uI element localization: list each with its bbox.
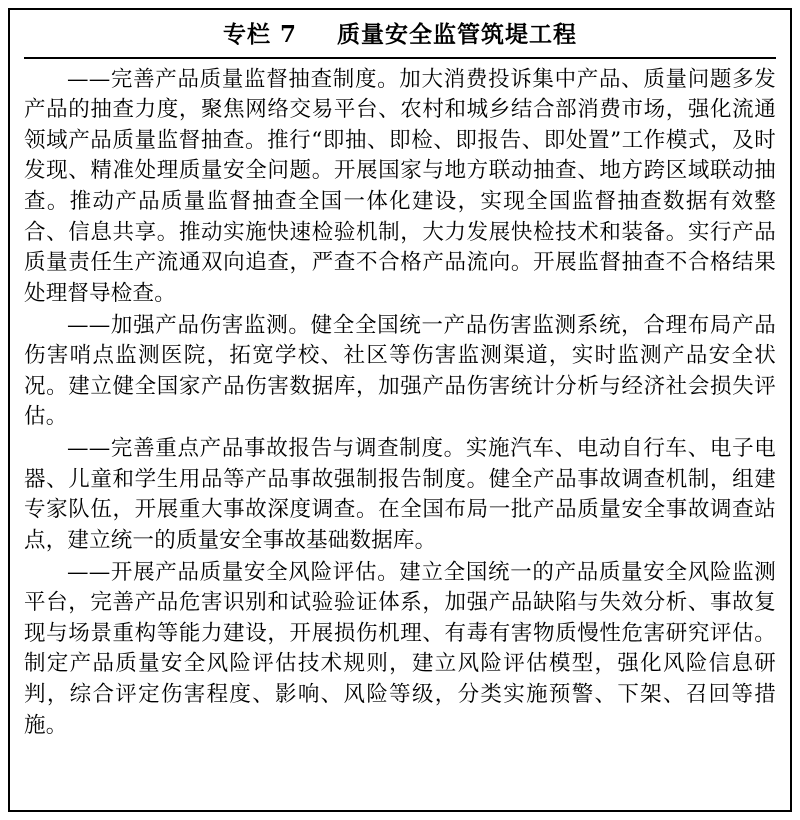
paragraph: ——完善产品质量监督抽查制度。加大消费投诉集中产品、质量问题多发产品的抽查力度，聚焦网络交易平台、农村和城乡结合部消费市场，强化流通领域产品质量监督抽查。推行“即抽、即检、即报告、即处置”工作模式，及时发现、精准处理质量安全问题。开展国家与地方联动抽查、地方跨区域联动抽查。推动产品质量监督抽查全国一体化建设，实现全国监督抽查数据有效整合、信息共享。推动实施快速检验机制，大力发展快检技术和装备。实行产品质量责任生产流通双向追查，严查不合格产品流向。开展监督抽查不合格结果处理督导检查。 bbox=[24, 66, 776, 306]
box-title-text: 质量安全监管筑堤工程 bbox=[337, 21, 578, 48]
paragraph: ——完善重点产品事故报告与调查制度。实施汽车、电动自行车、电子电器、儿童和学生用品等产品事故强制报告制度。健全产品事故调查机制，组建专家队伍，开展重大事故深度调查。在全国布局一批产品质量安全事故调查站点，建立统一的质量安全事故基础数据库。 bbox=[24, 436, 776, 553]
highlight-box bbox=[8, 8, 792, 812]
paragraph: ——加强产品伤害监测。健全全国统一产品伤害监测系统，合理布局产品伤害哨点监测医院，拓宽学校、社区等伤害监测渠道，实时监测产品安全状况。建立健全国家产品伤害数据库，加强产品伤害统计分析与经济社会损失评估。 bbox=[24, 312, 776, 430]
box-title bbox=[24, 18, 776, 53]
title-divider bbox=[24, 57, 776, 59]
box-title-label: 专栏 7 bbox=[222, 21, 297, 48]
paragraph: ——开展产品质量安全风险评估。建立全国统一的产品质量安全风险监测平台，完善产品危害识别和试验验证体系，加强产品缺陷与失效分析、事故复现与场景重构等能力建设，开展损伤机理、有毒有害物质慢性危害研究评估。制定产品质量安全风险评估技术规则，建立风险评估模型，强化风险信息研判，综合评定伤害程度、影响、风险等级，分类实施预警、下架、召回等措施。 bbox=[24, 559, 776, 738]
box-body bbox=[24, 65, 776, 742]
